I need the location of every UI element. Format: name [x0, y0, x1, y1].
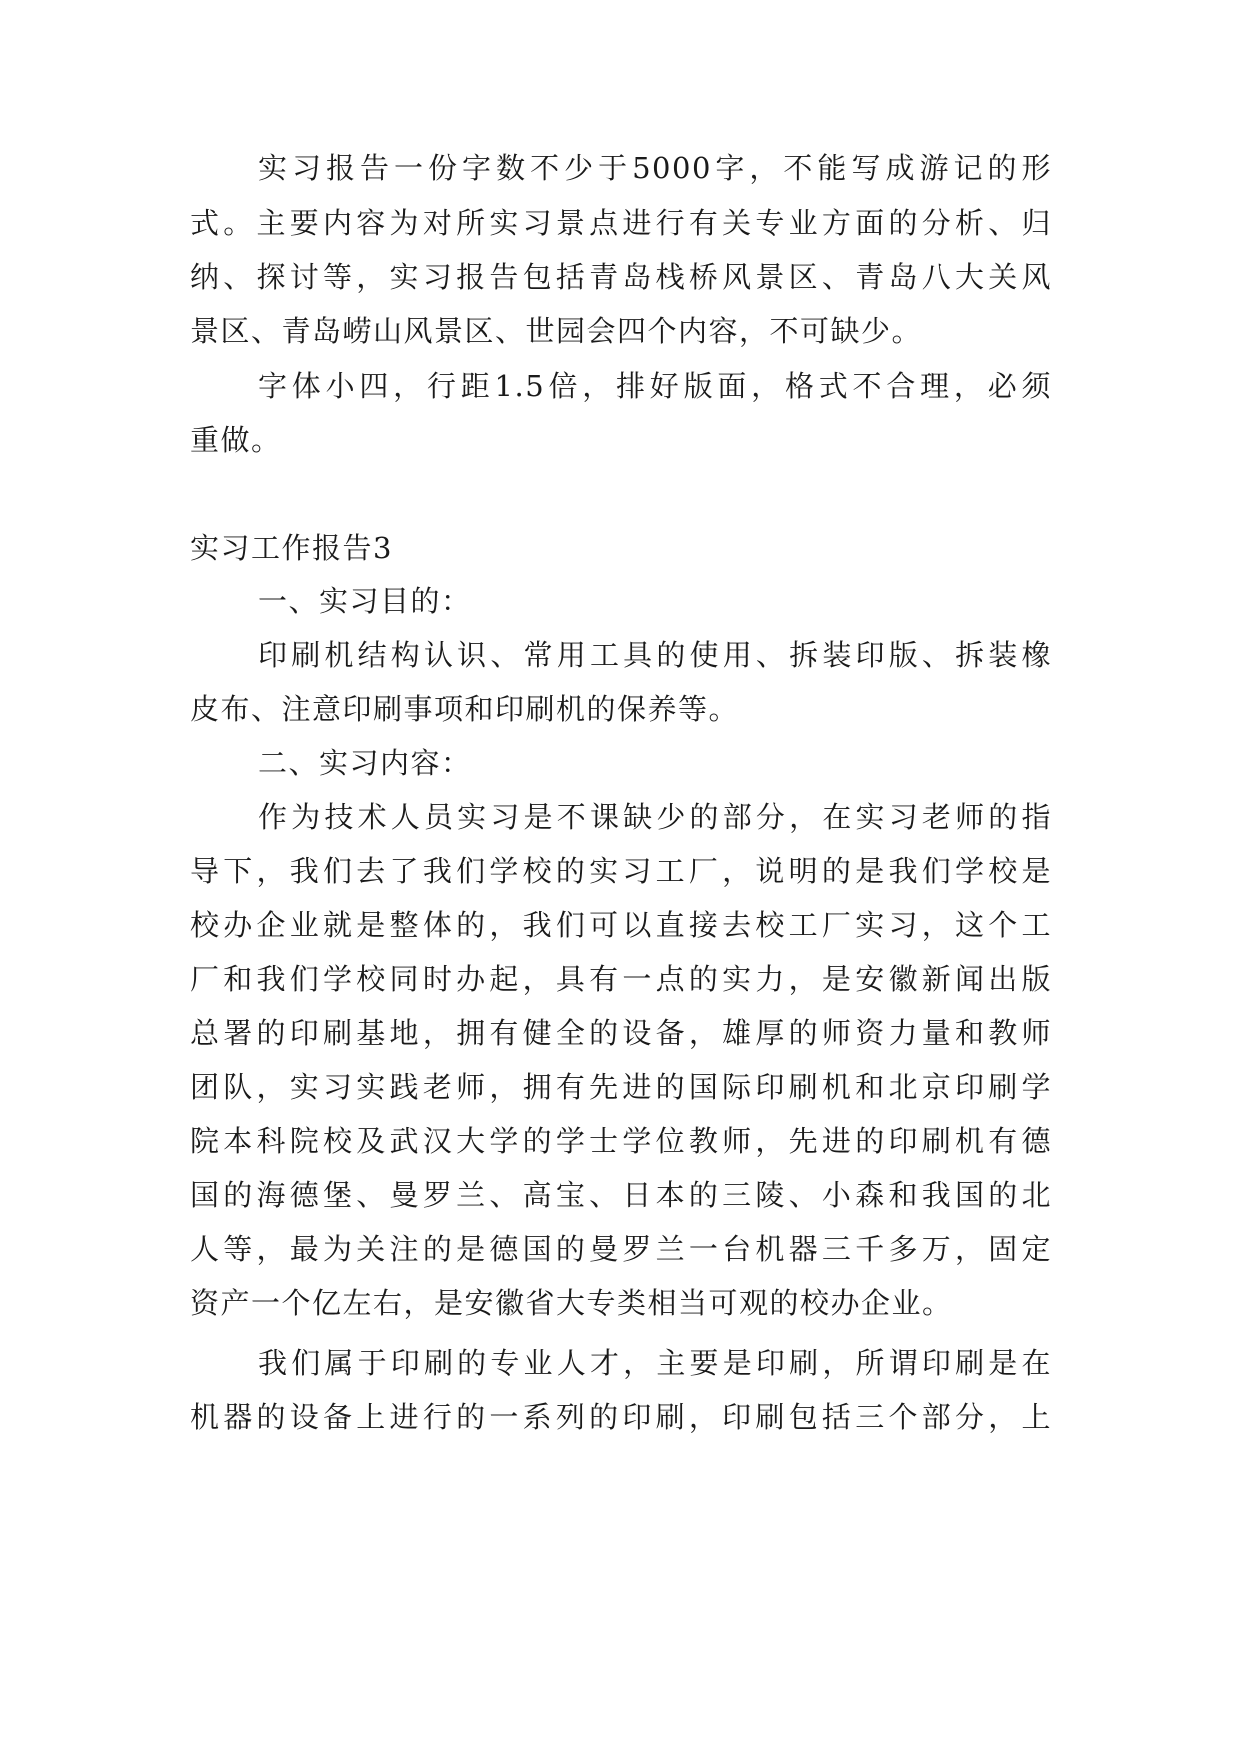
printing-line-2: 机器的设备上进行的一系列的印刷，印刷包括三个部分，上 [190, 1400, 1052, 1434]
content-line-6: 团队，实习实践老师，拥有先进的国际印刷机和北京印刷学 [190, 1070, 1052, 1104]
content-line-8: 国的海德堡、曼罗兰、高宝、日本的三陵、小森和我国的北 [190, 1178, 1052, 1212]
purpose-line-2: 皮布、注意印刷事项和印刷机的保养等。 [190, 692, 740, 726]
paragraph-1-line-1: 实习报告一份字数不少于5000字，不能写成游记的形 [258, 151, 1052, 185]
content-line-1: 作为技术人员实习是不课缺少的部分，在实习老师的指 [258, 800, 1052, 834]
content-line-10: 资产一个亿左右，是安徽省大专类相当可观的校办企业。 [190, 1286, 953, 1320]
paragraph-2-line-1: 字体小四，行距1.5倍，排好版面，格式不合理，必须 [258, 369, 1052, 403]
printing-line-1: 我们属于印刷的专业人才，主要是印刷，所谓印刷是在 [258, 1346, 1052, 1380]
section-title: 实习工作报告3 [190, 531, 393, 565]
content-line-4: 厂和我们学校同时办起，具有一点的实力，是安徽新闻出版 [190, 962, 1052, 996]
content-line-7: 院本科院校及武汉大学的学士学位教师，先进的印刷机有德 [190, 1124, 1052, 1158]
content-line-3: 校办企业就是整体的，我们可以直接去校工厂实习，这个工 [190, 908, 1052, 942]
content-line-5: 总署的印刷基地，拥有健全的设备，雄厚的师资力量和教师 [190, 1016, 1052, 1050]
paragraph-1-line-4: 景区、青岛崂山风景区、世园会四个内容，不可缺少。 [190, 314, 923, 348]
purpose-line-1: 印刷机结构认识、常用工具的使用、拆装印版、拆装橡 [258, 638, 1052, 672]
content-line-2: 导下，我们去了我们学校的实习工厂，说明的是我们学校是 [190, 854, 1052, 888]
paragraph-1-line-3: 纳、探讨等，实习报告包括青岛栈桥风景区、青岛八大关风 [190, 260, 1052, 294]
paragraph-1-line-2: 式。主要内容为对所实习景点进行有关专业方面的分析、归 [190, 206, 1052, 240]
paragraph-2-line-2: 重做。 [190, 423, 282, 457]
subheading-content: 二、实习内容： [258, 746, 472, 780]
subheading-purpose: 一、实习目的： [258, 584, 472, 618]
content-line-9: 人等，最为关注的是德国的曼罗兰一台机器三千多万，固定 [190, 1232, 1052, 1266]
